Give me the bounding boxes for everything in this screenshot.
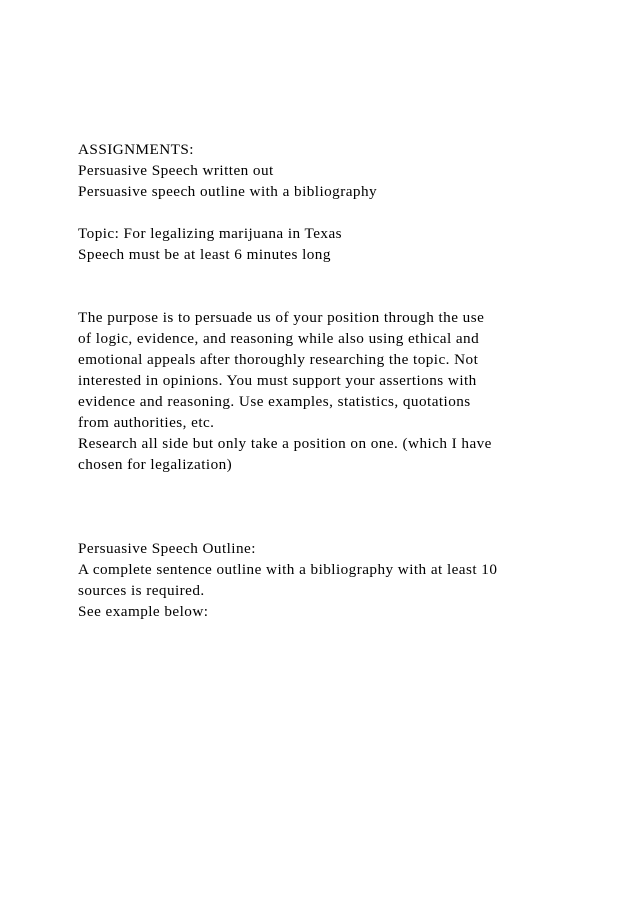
assignments-heading: ASSIGNMENTS: <box>78 141 194 158</box>
spacer <box>78 496 578 517</box>
purpose-line: evidence and reasoning. Use examples, statistics, quotations <box>78 393 471 410</box>
purpose-line: emotional appeals after thoroughly researching the topic. Not <box>78 351 479 368</box>
purpose-line: of logic, evidence, and reasoning while also using ethical and <box>78 330 480 347</box>
assignment-item: Persuasive Speech written out <box>78 162 274 179</box>
purpose-line: Research all side but only take a position on one. (which I have <box>78 435 492 452</box>
spacer <box>78 475 578 496</box>
spacer <box>78 265 578 286</box>
purpose-line: from authorities, etc. <box>78 414 215 431</box>
spacer <box>78 202 578 223</box>
purpose-line: chosen for legalization) <box>78 456 233 473</box>
outline-line: A complete sentence outline with a bibliography with at least 10 <box>78 561 498 578</box>
speech-length-line: Speech must be at least 6 minutes long <box>78 246 331 263</box>
outline-line: sources is required. <box>78 582 205 599</box>
outline-line: See example below: <box>78 603 209 620</box>
spacer <box>78 517 578 538</box>
assignment-item: Persuasive speech outline with a bibliography <box>78 183 378 200</box>
document-body <box>78 139 578 622</box>
outline-heading: Persuasive Speech Outline: <box>78 540 256 557</box>
purpose-line: The purpose is to persuade us of your position through the use <box>78 309 485 326</box>
topic-line: Topic: For legalizing marijuana in Texas <box>78 225 343 242</box>
purpose-line: interested in opinions. You must support your assertions with <box>78 372 477 389</box>
spacer <box>78 286 578 307</box>
